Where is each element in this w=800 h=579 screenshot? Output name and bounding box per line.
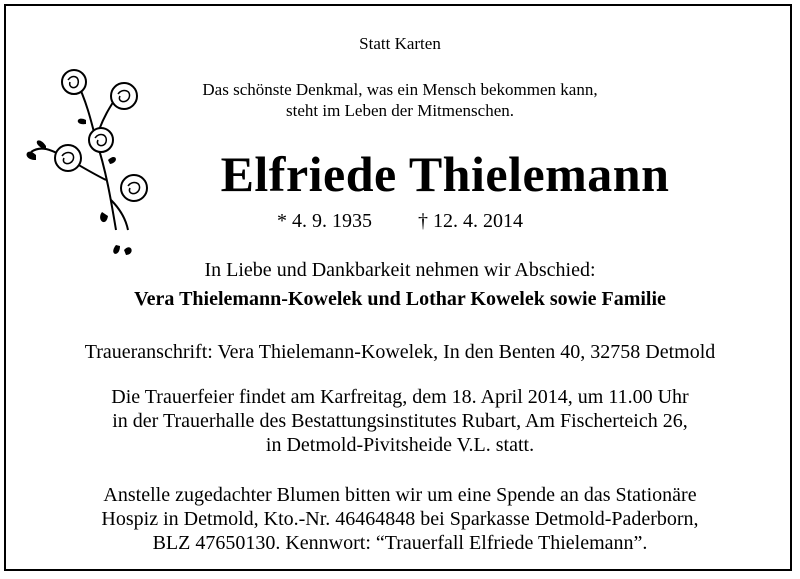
donation-line-3: BLZ 47650130. Kennwort: “Trauerfall Elfriede Thielemann”.	[152, 532, 648, 554]
ceremony-line-2: in der Trauerhalle des Bestattungsinstitutes Rubart, Am Fischerteich 26,	[112, 410, 688, 432]
header-text: Statt Karten	[359, 34, 441, 53]
quote-line-1: Das schönste Denkmal, was ein Mensch bekommen kann,	[202, 80, 598, 99]
address-text: Traueranschrift: Vera Thielemann-Kowelek, In den Benten 40, 32758 Detmold	[84, 341, 716, 363]
quote-line-2: steht im Leben der Mitmenschen.	[285, 101, 515, 120]
death-date: † 12. 4. 2014	[418, 210, 523, 232]
donation-line-1: Anstelle zugedachter Blumen bitten wir um eine Spende an das Stationäre	[103, 484, 697, 506]
family-names: Vera Thielemann-Kowelek und Lothar Kowelek sowie Familie	[134, 288, 666, 310]
life-dates	[0, 210, 800, 233]
donation-line-2: Hospiz in Detmold, Kto.-Nr. 46464848 bei Sparkasse Detmold-Paderborn,	[101, 508, 699, 530]
ceremony-line-1: Die Trauerfeier findet am Karfreitag, dem 18. April 2014, um 11.00 Uhr	[111, 386, 689, 408]
birth-date: * 4. 9. 1935	[277, 210, 372, 232]
deceased-name: Elfriede Thielemann	[220, 146, 670, 202]
farewell-text: In Liebe und Dankbarkeit nehmen wir Abschied:	[204, 259, 596, 281]
ceremony-line-3: in Detmold-Pivitsheide V.L. statt.	[265, 434, 535, 456]
